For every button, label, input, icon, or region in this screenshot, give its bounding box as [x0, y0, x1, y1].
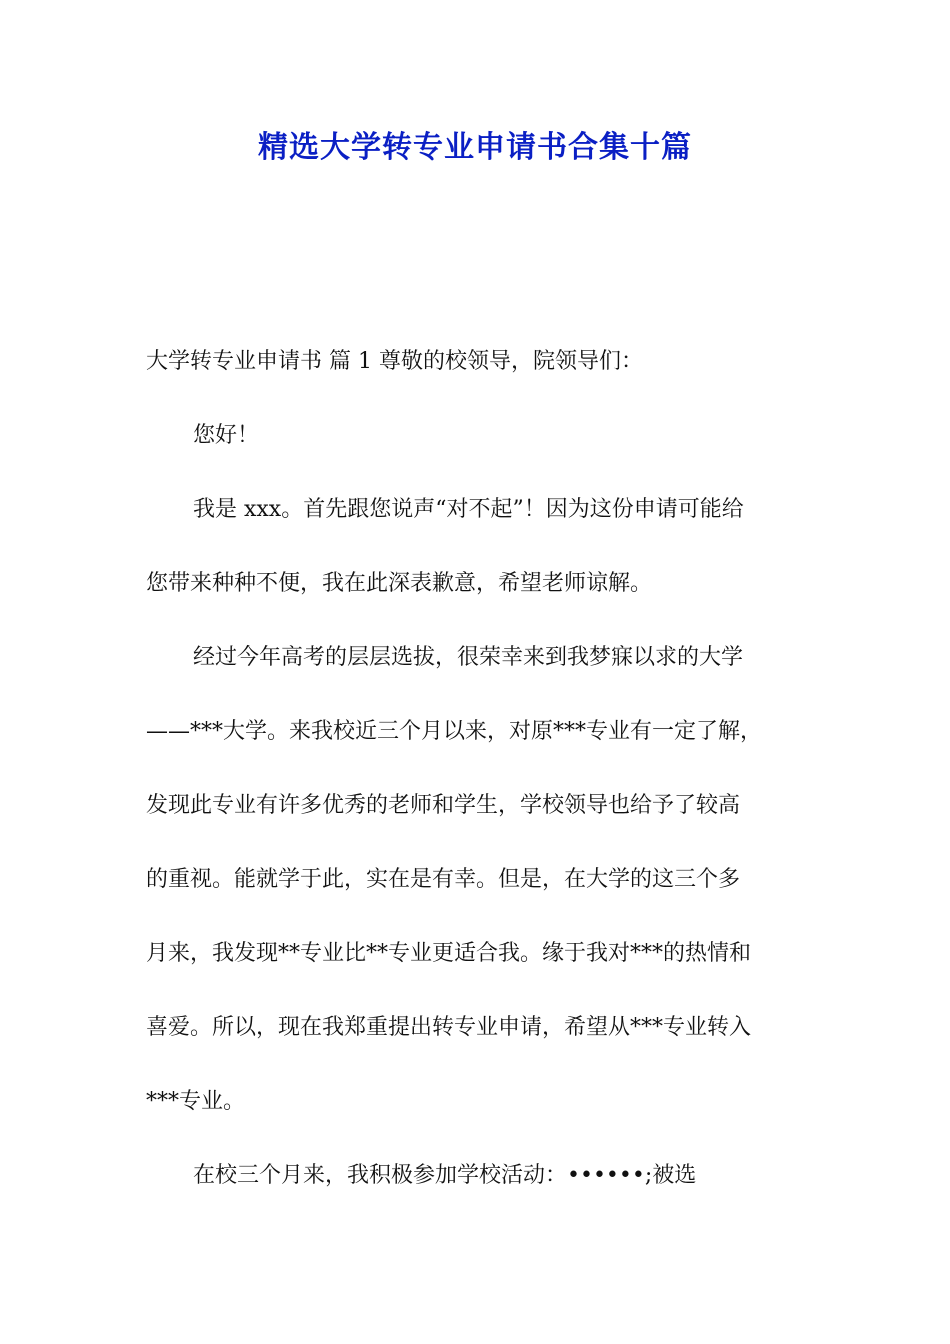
greeting-line: 您好！	[193, 423, 260, 448]
paragraph-line: 喜爱。所以，现在我郑重提出转专业申请，希望从***专业转入	[146, 1015, 752, 1040]
document-title: 精选大学转专业申请书合集十篇	[258, 130, 692, 165]
paragraph-line: 月来，我发现**专业比**专业更适合我。缘于我对***的热情和	[146, 941, 752, 966]
paragraph-line: 您带来种种不便，我在此深表歉意，希望老师谅解。	[146, 571, 653, 596]
paragraph-line: 我是 xxx。首先跟您说声“对不起”！因为这份申请可能给	[193, 497, 744, 522]
paragraph-line: 在校三个月来，我积极参加学校活动：••••••;被选	[193, 1163, 697, 1188]
paragraph-line: 发现此专业有许多优秀的老师和学生，学校领导也给予了较高	[146, 793, 741, 818]
salutation-line: 大学转专业申请书 篇 1 尊敬的校领导，院领导们：	[146, 349, 643, 374]
paragraph-line: ——***大学。来我校近三个月以来，对原***专业有一定了解，	[146, 719, 763, 744]
paragraph-line: 经过今年高考的层层选拔，很荣幸来到我梦寐以求的大学	[193, 645, 744, 670]
paragraph-line: ***专业。	[146, 1089, 246, 1114]
paragraph-line: 的重视。能就学于此，实在是有幸。但是，在大学的这三个多	[146, 867, 741, 892]
